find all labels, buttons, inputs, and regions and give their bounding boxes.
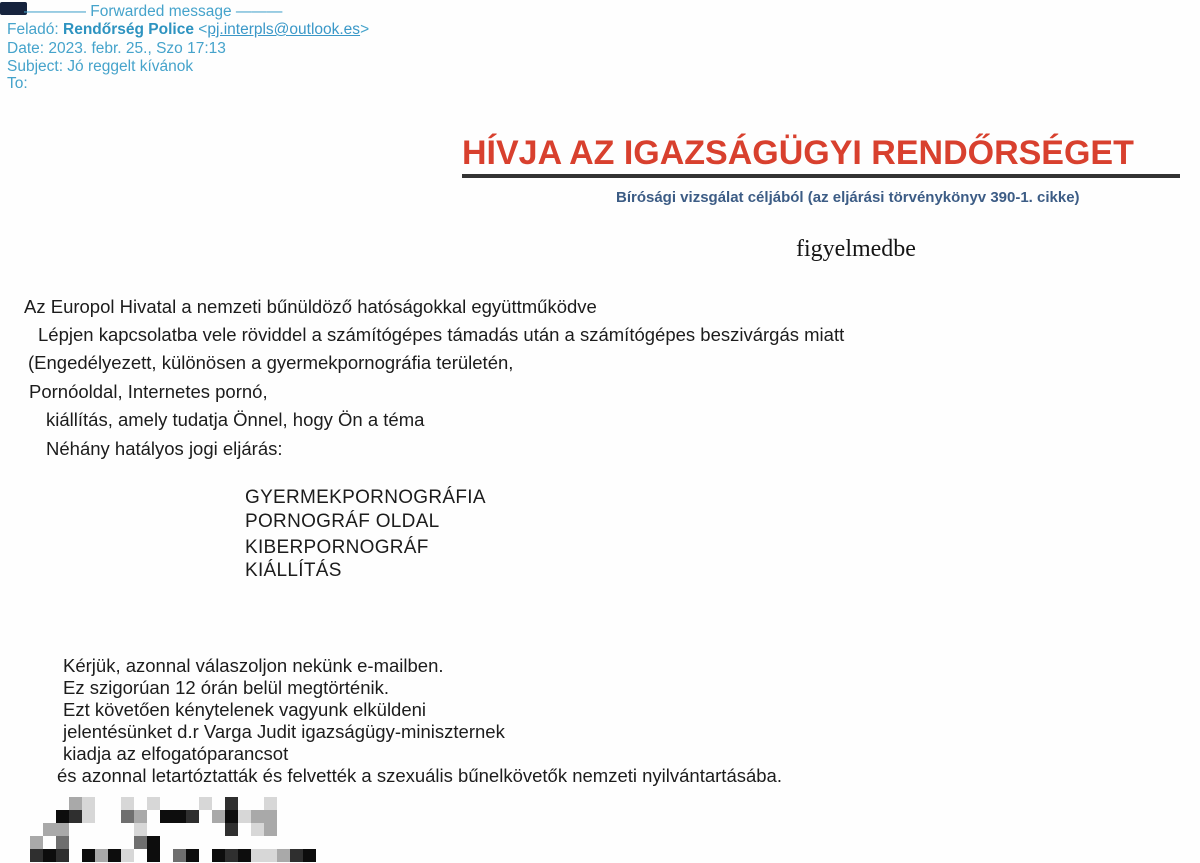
redaction-smudge: [0, 2, 27, 15]
body-line: Néhány hatályos jogi eljárás:: [46, 438, 283, 459]
date-line: Date: 2023. febr. 25., Szo 17:13: [7, 40, 226, 57]
sender-email-link[interactable]: pj.interpls@outlook.es: [207, 21, 361, 38]
list-item: KIBERPORNOGRÁF: [245, 537, 429, 558]
list-item: KIÁLLÍTÁS: [245, 560, 342, 581]
forwarded-message-divider: ———— Forwarded message ———: [24, 3, 283, 20]
list-item: GYERMEKPORNOGRÁFIA: [245, 487, 486, 508]
closing-line: és azonnal letartóztatták és felvették a szexuális bűnelkövetők nemzeti nyilvántartásába.: [57, 765, 782, 786]
angle-bracket-open: <: [198, 21, 208, 38]
list-item: PORNOGRÁF OLDAL: [245, 511, 440, 532]
from-label: Feladó:: [7, 21, 59, 38]
sender-name: Rendőrség Police: [63, 21, 194, 38]
salutation-text: figyelmedbe: [796, 236, 916, 262]
angle-bracket-close: >: [360, 21, 370, 38]
body-line: kiállítás, amely tudatja Önnel, hogy Ön a téma: [46, 409, 425, 430]
body-line: Lépjen kapcsolatba vele röviddel a számítógépes támadás után a számítógépes beszivárgás miatt: [38, 324, 845, 345]
heading-subtitle: Bírósági vizsgálat céljából (az eljárási törvénykönyv 390-1. cikke): [616, 189, 1080, 206]
to-line: To:: [7, 75, 28, 92]
redacted-signature: [30, 797, 320, 863]
body-line: Pornóoldal, Internetes pornó,: [29, 381, 268, 402]
closing-line: Ez szigorúan 12 órán belül megtörténik.: [63, 677, 389, 698]
subject-line: Subject: Jó reggelt kívánok: [7, 58, 194, 75]
body-line: (Engedélyezett, különösen a gyermekpornográfia területén,: [28, 352, 514, 373]
body-line: Az Europol Hivatal a nemzeti bűnüldöző hatóságokkal együttműködve: [24, 296, 597, 317]
closing-line: Ezt követően kénytelenek vagyunk elküldeni: [63, 699, 427, 720]
closing-line: Kérjük, azonnal válaszoljon nekünk e-mailben.: [63, 655, 444, 676]
closing-line: kiadja az elfogatóparancsot: [63, 743, 289, 764]
closing-line: jelentésünket d.r Varga Judit igazságügy-miniszternek: [63, 721, 505, 742]
main-heading: HÍVJA AZ IGAZSÁGÜGYI RENDŐRSÉGET: [462, 134, 1180, 178]
from-line: [7, 21, 369, 39]
